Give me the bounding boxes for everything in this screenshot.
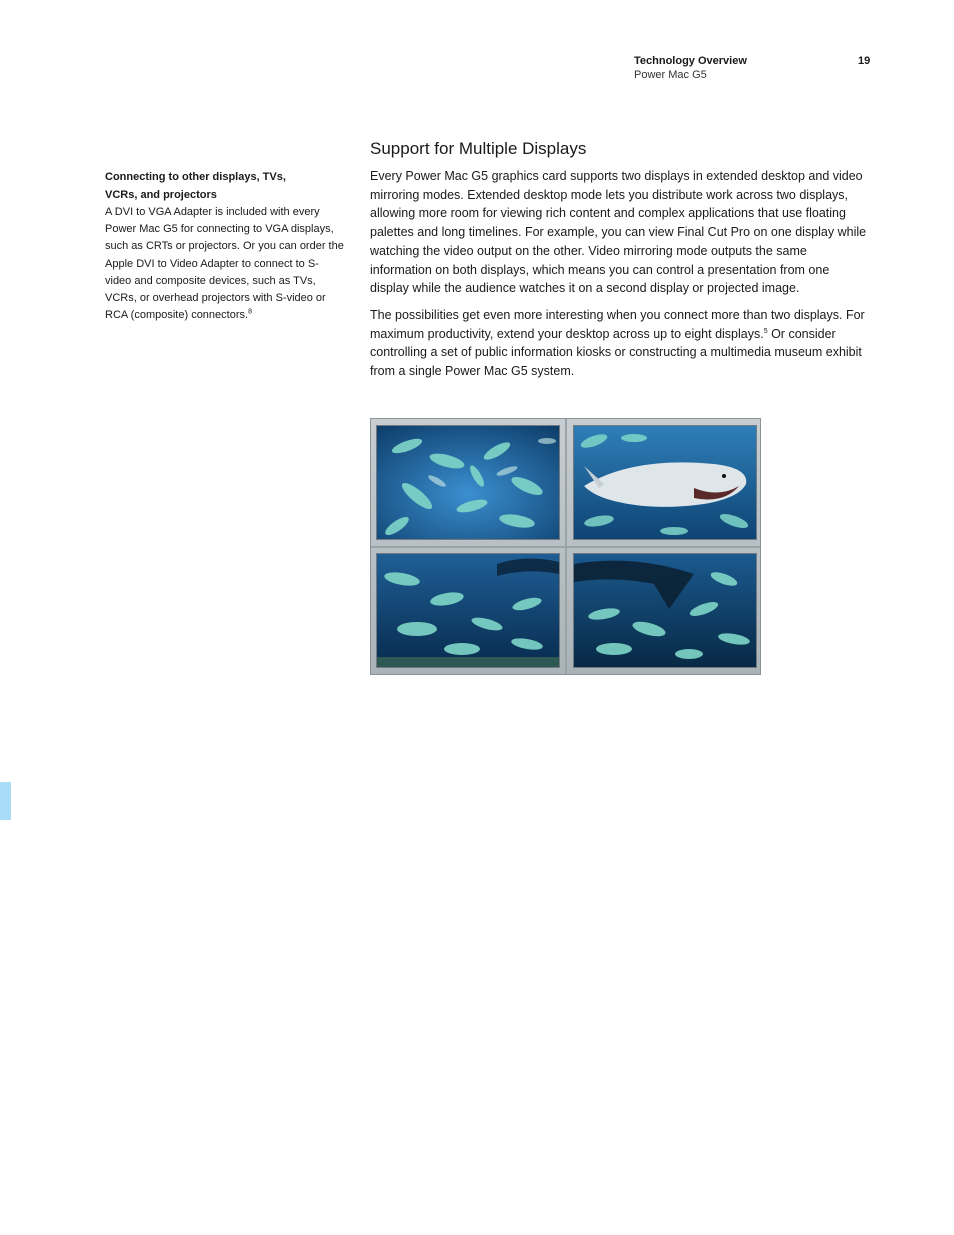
fish-reef-image (377, 554, 559, 667)
shark-tail-fish-image (574, 554, 756, 667)
sidebar-heading-line1: Connecting to other displays, TVs, (105, 171, 286, 183)
sidebar-heading-line2: VCRs, and projectors (105, 189, 217, 201)
display-wall-vertical-bezel (565, 419, 567, 674)
running-header (634, 54, 874, 83)
sidebar-footnote-ref: 8 (248, 308, 252, 316)
paragraph-2-text-b: Or consider controlling a set of public information kiosks or constructing a multimedia museum exhibit from a single Power Mac G5 system. (370, 326, 862, 379)
header-title: Technology Overview (634, 55, 747, 67)
side-tab-marker (0, 782, 11, 820)
sidebar-body (105, 204, 345, 324)
sidebar-body-text: A DVI to VGA Adapter is included with every Power Mac G5 for connecting to VGA displays, such as CRTs or projectors. Or you can order the Apple DVI to Video Adapter to connect to S-video and composite devices, such as TVs, VCRs, or overhead projectors with S-video or RCA (composite) connectors. (105, 206, 344, 322)
display-top-right (573, 425, 757, 540)
fish-school-image (377, 426, 559, 539)
display-bottom-right (573, 553, 757, 668)
section-title: Support for Multiple Displays (370, 139, 587, 158)
paragraph-2-text-a: The possibilities get even more interesting when you connect more than two displays. For maximum productivity, extend your desktop across up to eight displays. (370, 307, 865, 341)
paragraph-2-footnote-ref: 5 (763, 327, 768, 335)
display-bottom-left (376, 553, 560, 668)
shark-image (574, 426, 756, 539)
paragraph-1: Every Power Mac G5 graphics card supports two displays in extended desktop and video mirroring modes. Extended desktop mode lets you distribute work across two displays, allowing more room for viewing rich content and complex applications that use floating palettes and long timelines. For example, you can view Final Cut Pro on one display while watching the video output on the other. Video mirroring mode outputs the same information on both displays, which means you can control a presentation from one display while the audience watches it on a second display or projected image. (370, 169, 867, 296)
sidebar-note (105, 168, 345, 324)
header-subtitle: Power Mac G5 (634, 69, 707, 81)
sidebar-heading (105, 168, 345, 204)
paragraph-2 (370, 306, 870, 381)
page-number: 19 (858, 55, 871, 67)
display-top-left (376, 425, 560, 540)
main-column (370, 138, 870, 389)
display-wall-image (370, 418, 761, 675)
